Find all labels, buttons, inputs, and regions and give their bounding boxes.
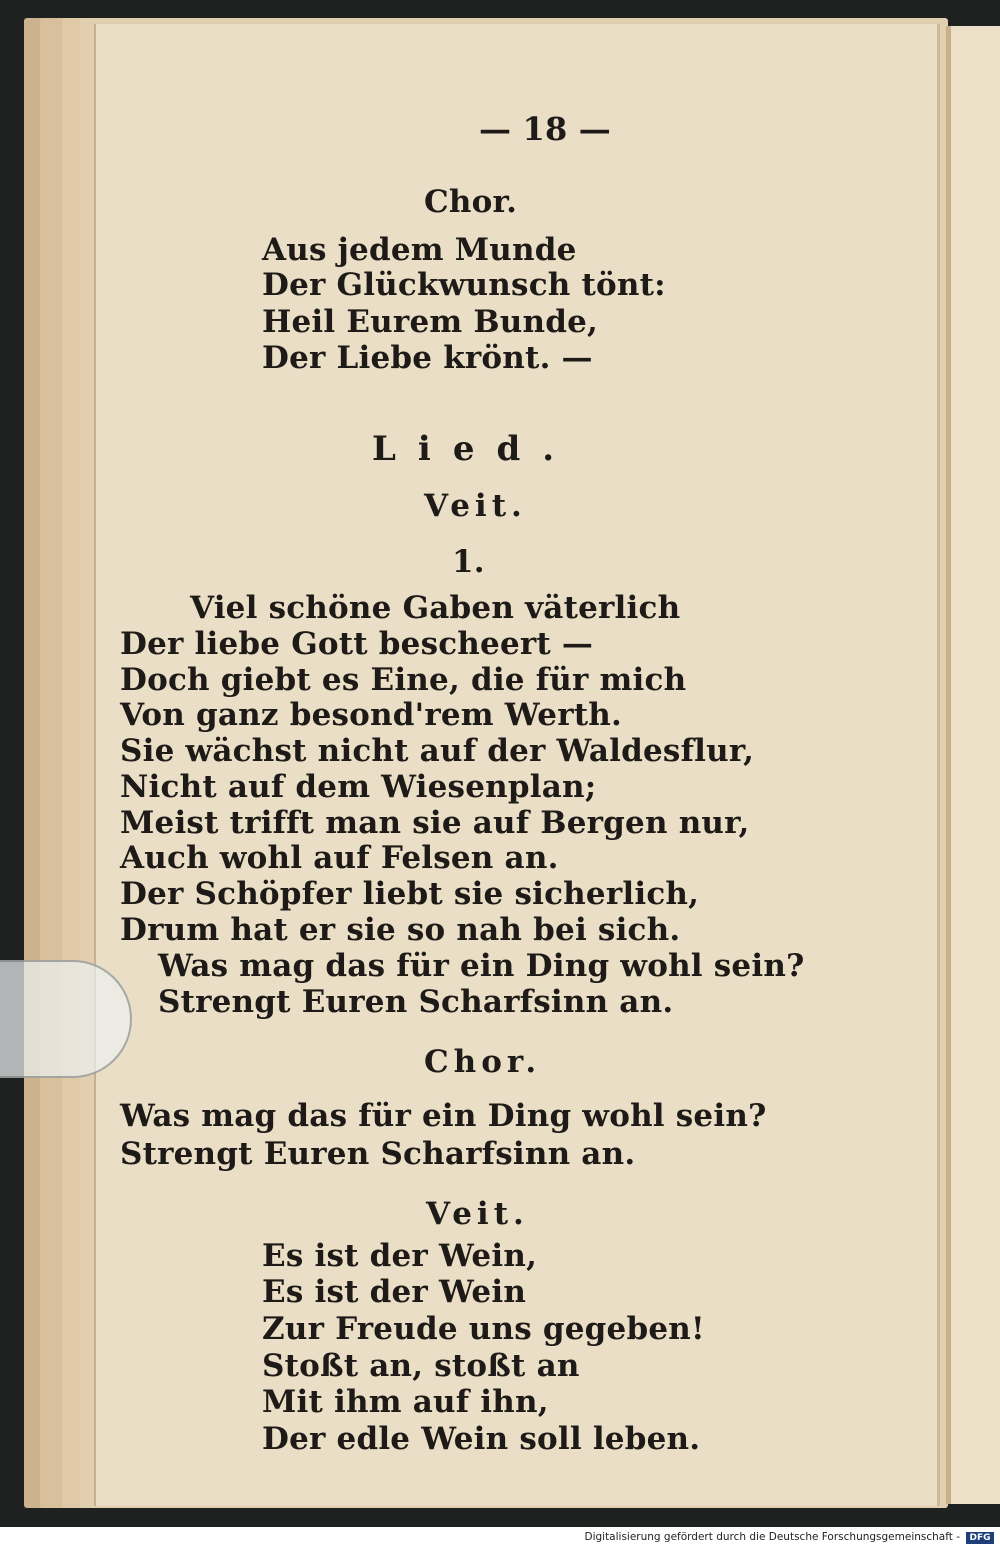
- verse-line: Der Glückwunsch tönt:: [262, 267, 666, 303]
- verse-line: Nicht auf dem Wiesenplan;: [120, 769, 597, 805]
- verse-line: Es ist der Wein,: [262, 1238, 538, 1274]
- verse-line: Mit ihm auf ihn,: [262, 1384, 549, 1420]
- verse-line: Der Schöpfer liebt sie sicherlich,: [120, 876, 700, 912]
- verse-line: Stoßt an, stoßt an: [262, 1348, 580, 1384]
- verse-line: Meist trifft man sie auf Bergen nur,: [120, 805, 750, 841]
- verse-line: Der edle Wein soll leben.: [262, 1421, 701, 1457]
- verse-line: Auch wohl auf Felsen an.: [120, 840, 559, 876]
- verse-line: Der liebe Gott bescheert —: [120, 626, 594, 662]
- verse-line: Doch giebt es Eine, die für mich: [120, 662, 687, 698]
- verse-number: 1.: [452, 544, 485, 580]
- book-page: [94, 24, 940, 1506]
- verse-line: Viel schöne Gaben väterlich: [190, 590, 681, 626]
- verse-line: Strengt Euren Scharfsinn an.: [158, 984, 674, 1020]
- verse-line: Aus jedem Munde: [262, 232, 577, 268]
- verse-line: Der Liebe krönt. —: [262, 340, 593, 376]
- page-holder-clip: [0, 960, 132, 1078]
- section-heading: Chor.: [424, 1044, 542, 1080]
- verse-line: Von ganz besond'rem Werth.: [120, 697, 622, 733]
- verse-line: Zur Freude uns gegeben!: [262, 1311, 705, 1347]
- section-heading: Chor.: [424, 184, 518, 220]
- facing-page-edge: [946, 26, 1000, 1504]
- funding-notice: Digitalisierung gefördert durch die Deutsche Forschungsgemeinschaft -: [584, 1531, 960, 1543]
- speaker-heading: Veit.: [424, 488, 527, 524]
- speaker-heading: Veit.: [426, 1196, 529, 1232]
- verse-line: Was mag das für ein Ding wohl sein?: [158, 948, 805, 984]
- verse-line: Sie wächst nicht auf der Waldesflur,: [120, 733, 755, 769]
- footer-bar: [0, 1527, 1000, 1549]
- song-title: Lied.: [372, 429, 577, 469]
- dfg-logo: DFG: [966, 1532, 994, 1544]
- verse-line: Strengt Euren Scharfsinn an.: [120, 1136, 636, 1172]
- verse-line: Was mag das für ein Ding wohl sein?: [120, 1098, 767, 1134]
- verse-line: Drum hat er sie so nah bei sich.: [120, 912, 681, 948]
- page-number: — 18 —: [479, 110, 612, 148]
- verse-line: Heil Eurem Bunde,: [262, 304, 599, 340]
- verse-line: Es ist der Wein: [262, 1274, 527, 1310]
